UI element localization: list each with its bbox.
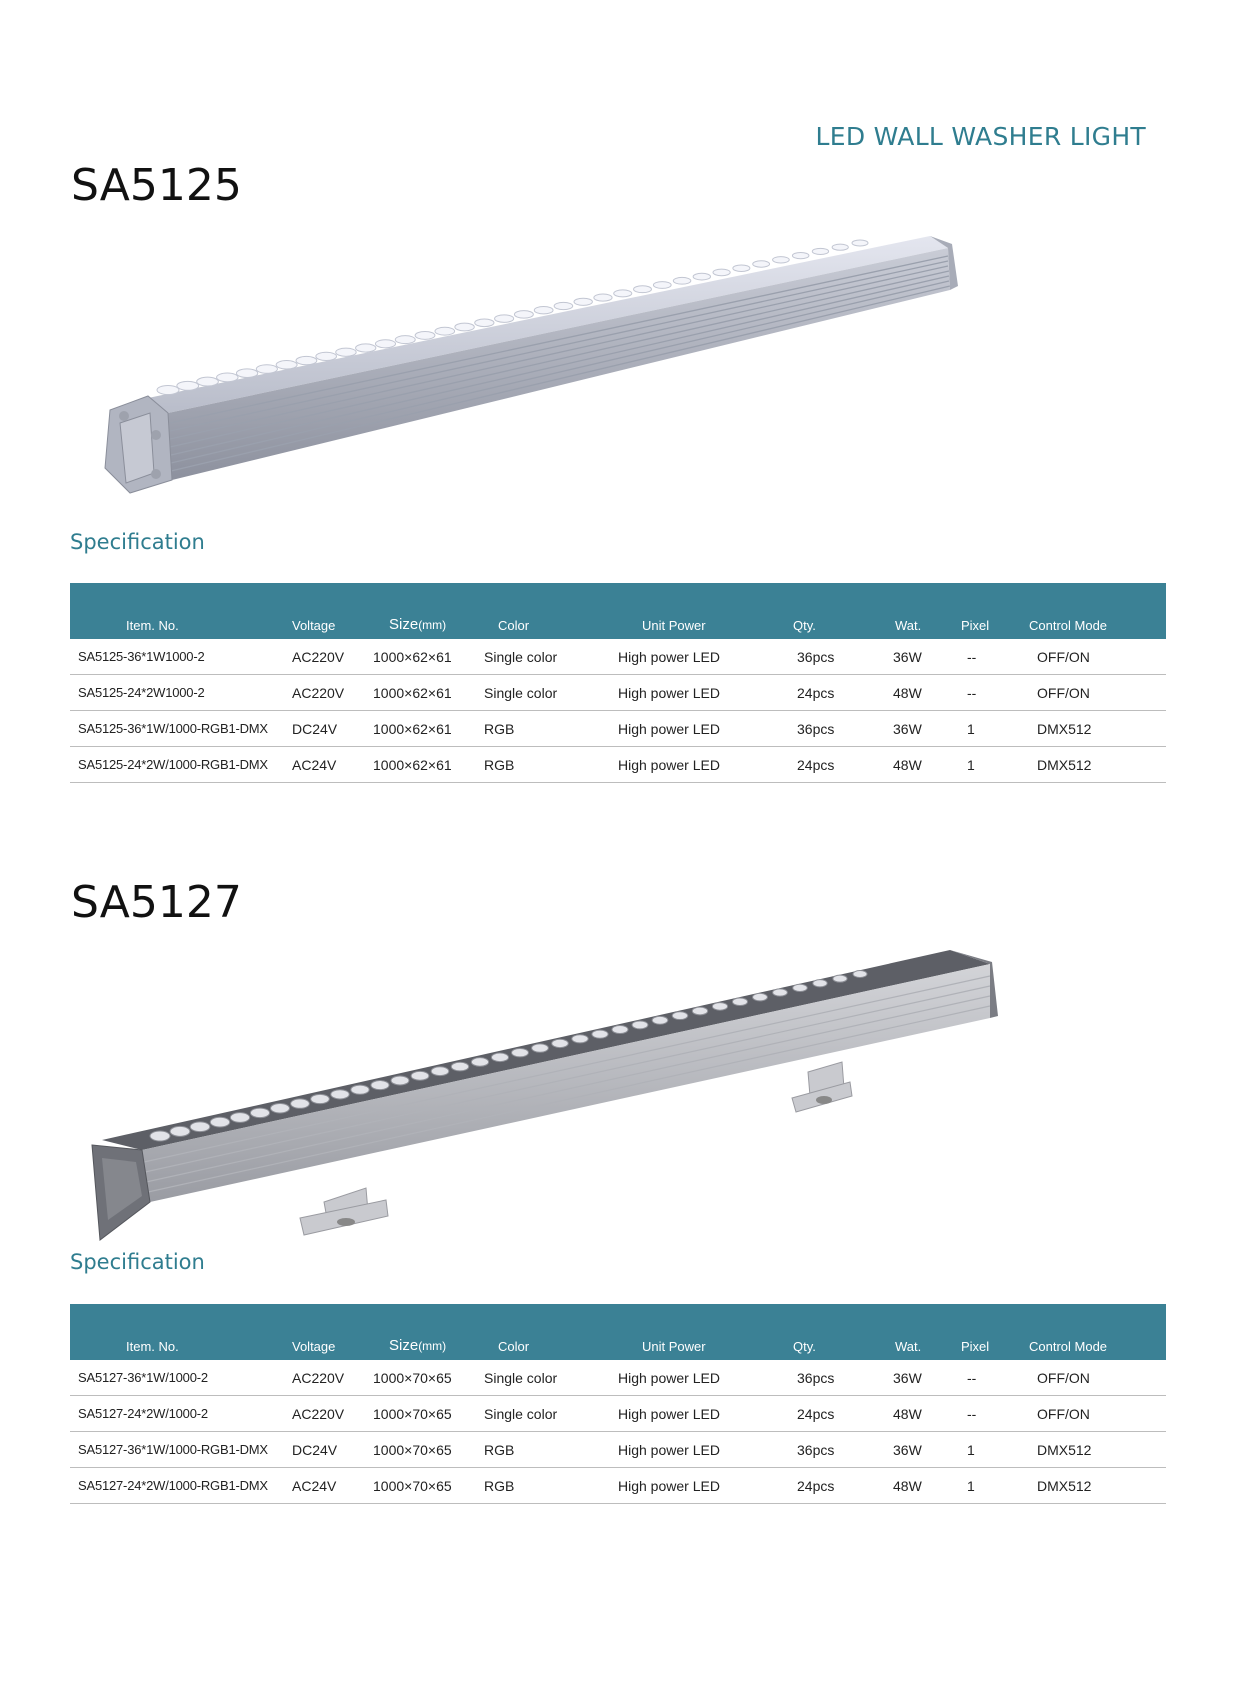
cell-color: RGB <box>484 1468 618 1504</box>
col-pixel: Pixel <box>955 1304 1029 1360</box>
cell-color: Single color <box>484 675 618 711</box>
cell-control-mode: OFF/ON <box>1029 639 1166 675</box>
cell-voltage: AC24V <box>292 1468 373 1504</box>
col-wat: Wat. <box>883 583 955 639</box>
cell-unit-power: High power LED <box>618 1396 779 1432</box>
cell-item-no: SA5127-24*2W/1000-RGB1-DMX <box>70 1468 292 1504</box>
led-dot <box>692 1007 707 1015</box>
col-pixel: Pixel <box>955 583 1029 639</box>
table-row <box>70 1396 1166 1432</box>
led-dot <box>812 248 828 254</box>
led-dot <box>693 273 710 280</box>
led-dot <box>296 356 317 364</box>
col-unit-power: Unit Power <box>618 583 779 639</box>
table-row <box>70 639 1166 675</box>
col-control-mode: Control Mode <box>1029 583 1166 639</box>
cell-voltage: DC24V <box>292 1432 373 1468</box>
col-voltage: Voltage <box>292 583 373 639</box>
col-wat: Wat. <box>883 1304 955 1360</box>
model-title-sa5127: SA5127 <box>71 877 242 928</box>
led-dot <box>793 984 808 991</box>
cell-control-mode: OFF/ON <box>1029 675 1166 711</box>
cell-control-mode: OFF/ON <box>1029 1360 1166 1396</box>
led-dot <box>713 269 730 276</box>
cell-wattage: 48W <box>883 675 955 711</box>
cell-item-no: SA5125-36*1W/1000-RGB1-DMX <box>70 711 292 747</box>
col-voltage: Voltage <box>292 1304 373 1360</box>
led-dot <box>672 1012 688 1020</box>
cell-pixel: 1 <box>955 747 1029 783</box>
led-dot <box>632 1021 648 1029</box>
led-dot <box>451 1062 468 1071</box>
cell-size: 1000×70×65 <box>373 1396 484 1432</box>
led-dot <box>733 265 750 272</box>
cell-voltage: AC220V <box>292 1396 373 1432</box>
table-row <box>70 1432 1166 1468</box>
led-dot <box>210 1117 229 1127</box>
product-image-sa5127 <box>90 950 1010 1280</box>
led-dot <box>832 244 848 250</box>
spec-table-sa5125 <box>70 583 1166 783</box>
table-row <box>70 1360 1166 1396</box>
led-dot <box>475 319 494 327</box>
led-dot <box>316 352 337 360</box>
col-qty: Qty. <box>779 583 883 639</box>
led-dot <box>634 286 652 293</box>
led-dot <box>375 340 395 348</box>
cell-pixel: 1 <box>955 1432 1029 1468</box>
cell-color: RGB <box>484 711 618 747</box>
led-dot <box>712 1003 727 1011</box>
led-dot <box>170 1126 190 1136</box>
led-dot <box>356 344 376 352</box>
led-dot <box>594 294 612 301</box>
cell-color: RGB <box>484 1432 618 1468</box>
led-dot <box>853 971 867 978</box>
led-dot <box>773 989 788 996</box>
cell-unit-power: High power LED <box>618 747 779 783</box>
cell-pixel: -- <box>955 1396 1029 1432</box>
led-dot <box>532 1044 549 1052</box>
led-dot <box>612 1026 628 1034</box>
cell-control-mode: DMX512 <box>1029 1468 1166 1504</box>
led-dot <box>371 1081 389 1090</box>
col-size: Size(mm) <box>373 583 484 639</box>
cell-control-mode: DMX512 <box>1029 747 1166 783</box>
cell-wattage: 36W <box>883 1360 955 1396</box>
led-dot <box>391 1076 409 1085</box>
cell-item-no: SA5125-36*1W1000-2 <box>70 639 292 675</box>
led-dot <box>471 1058 488 1067</box>
cell-item-no: SA5127-24*2W/1000-2 <box>70 1396 292 1432</box>
cell-qty: 36pcs <box>779 1432 883 1468</box>
led-dot <box>431 1067 449 1076</box>
cell-color: Single color <box>484 1360 618 1396</box>
col-color: Color <box>484 583 618 639</box>
led-dot <box>653 282 671 289</box>
spec-heading-sa5127: Specification <box>70 1250 205 1274</box>
cell-pixel: -- <box>955 639 1029 675</box>
spec-table-sa5127 <box>70 1304 1166 1504</box>
cell-pixel: 1 <box>955 711 1029 747</box>
led-dot <box>336 348 356 356</box>
cell-wattage: 36W <box>883 639 955 675</box>
led-dot <box>157 386 179 395</box>
led-dot <box>732 998 747 1006</box>
cell-voltage: AC220V <box>292 1360 373 1396</box>
cell-size: 1000×62×61 <box>373 711 484 747</box>
table-row <box>70 1468 1166 1504</box>
led-dot <box>331 1090 349 1099</box>
col-qty: Qty. <box>779 1304 883 1360</box>
led-dot <box>552 1039 569 1047</box>
col-unit-power: Unit Power <box>618 1304 779 1360</box>
led-dot <box>415 331 435 339</box>
led-dot <box>813 980 827 987</box>
led-dot <box>833 975 847 982</box>
cell-pixel: -- <box>955 675 1029 711</box>
cell-voltage: AC220V <box>292 639 373 675</box>
led-dot <box>250 1108 269 1118</box>
cell-unit-power: High power LED <box>618 1468 779 1504</box>
led-dot <box>150 1131 170 1141</box>
cell-qty: 36pcs <box>779 1360 883 1396</box>
led-dot <box>592 1030 608 1038</box>
led-dot <box>773 257 790 263</box>
cell-item-no: SA5125-24*2W1000-2 <box>70 675 292 711</box>
table-header-row <box>70 583 1166 639</box>
cell-qty: 24pcs <box>779 675 883 711</box>
cell-pixel: -- <box>955 1360 1029 1396</box>
led-dot <box>495 315 514 323</box>
cell-wattage: 48W <box>883 747 955 783</box>
cell-control-mode: OFF/ON <box>1029 1396 1166 1432</box>
cell-qty: 36pcs <box>779 711 883 747</box>
cell-qty: 24pcs <box>779 1468 883 1504</box>
col-size: Size(mm) <box>373 1304 484 1360</box>
led-dot <box>455 323 474 331</box>
led-dot <box>514 311 533 318</box>
cell-item-no: SA5127-36*1W/1000-RGB1-DMX <box>70 1432 292 1468</box>
cell-color: RGB <box>484 747 618 783</box>
led-dot <box>271 1103 290 1112</box>
cell-size: 1000×62×61 <box>373 675 484 711</box>
spec-heading-sa5125: Specification <box>70 530 205 554</box>
cell-control-mode: DMX512 <box>1029 1432 1166 1468</box>
led-dot <box>574 298 592 305</box>
cell-qty: 24pcs <box>779 747 883 783</box>
led-dot <box>852 240 868 246</box>
led-dot <box>395 336 415 344</box>
led-dot <box>190 1122 210 1132</box>
cell-unit-power: High power LED <box>618 675 779 711</box>
cell-wattage: 36W <box>883 1432 955 1468</box>
col-item-no: Item. No. <box>70 1304 292 1360</box>
product-image-sa5125 <box>90 228 960 538</box>
cell-voltage: AC220V <box>292 675 373 711</box>
cell-wattage: 36W <box>883 711 955 747</box>
cell-wattage: 48W <box>883 1468 955 1504</box>
cell-color: Single color <box>484 639 618 675</box>
led-dot <box>534 307 553 314</box>
led-dot <box>411 1071 429 1080</box>
led-dot <box>197 377 219 386</box>
cell-unit-power: High power LED <box>618 1432 779 1468</box>
col-color: Color <box>484 1304 618 1360</box>
led-dot <box>753 261 770 267</box>
table-header-row <box>70 1304 1166 1360</box>
table-row <box>70 675 1166 711</box>
led-dot <box>491 1053 508 1062</box>
led-dot <box>177 381 199 390</box>
cell-unit-power: High power LED <box>618 1360 779 1396</box>
cell-size: 1000×70×65 <box>373 1360 484 1396</box>
led-dot <box>512 1048 529 1056</box>
cell-control-mode: DMX512 <box>1029 711 1166 747</box>
cell-wattage: 48W <box>883 1396 955 1432</box>
cell-color: Single color <box>484 1396 618 1432</box>
cell-pixel: 1 <box>955 1468 1029 1504</box>
led-dot <box>435 327 455 335</box>
led-dot <box>753 993 768 1000</box>
led-dot <box>554 302 573 309</box>
cell-size: 1000×62×61 <box>373 747 484 783</box>
led-dot <box>351 1085 369 1094</box>
led-dot <box>230 1113 249 1123</box>
col-control-mode: Control Mode <box>1029 1304 1166 1360</box>
cell-voltage: AC24V <box>292 747 373 783</box>
table-row <box>70 711 1166 747</box>
led-dot <box>792 252 809 258</box>
led-dot <box>256 365 277 374</box>
cell-size: 1000×70×65 <box>373 1468 484 1504</box>
col-item-no: Item. No. <box>70 583 292 639</box>
cell-item-no: SA5127-36*1W/1000-2 <box>70 1360 292 1396</box>
cell-unit-power: High power LED <box>618 711 779 747</box>
led-dot <box>572 1035 588 1043</box>
cell-voltage: DC24V <box>292 711 373 747</box>
led-dot <box>311 1094 330 1103</box>
cell-item-no: SA5125-24*2W/1000-RGB1-DMX <box>70 747 292 783</box>
led-dot <box>673 277 691 284</box>
cell-unit-power: High power LED <box>618 639 779 675</box>
cell-qty: 36pcs <box>779 639 883 675</box>
led-dot <box>614 290 632 297</box>
cell-size: 1000×70×65 <box>373 1432 484 1468</box>
model-title-sa5125: SA5125 <box>71 160 242 211</box>
cell-size: 1000×62×61 <box>373 639 484 675</box>
led-dot <box>652 1016 668 1024</box>
led-dot <box>217 373 238 382</box>
cell-qty: 24pcs <box>779 1396 883 1432</box>
led-dot <box>236 369 257 378</box>
category-title: LED WALL WASHER LIGHT <box>815 122 1146 151</box>
table-row <box>70 747 1166 783</box>
led-dot <box>276 361 297 369</box>
led-dot <box>291 1099 310 1108</box>
